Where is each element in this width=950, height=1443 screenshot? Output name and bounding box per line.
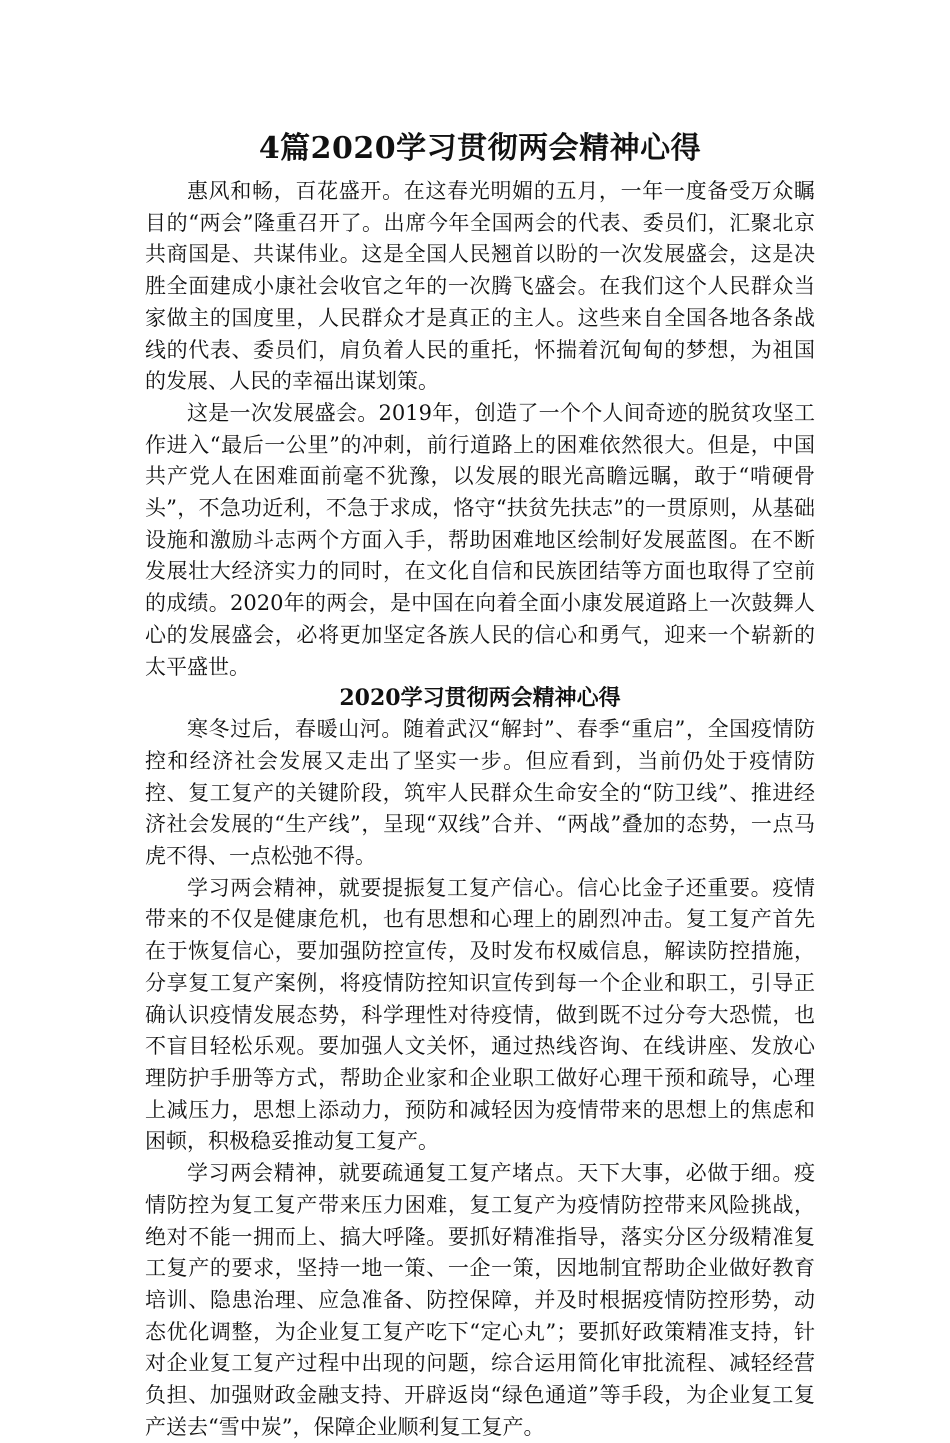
section-title: 2020学习贯彻两会精神心得 (339, 685, 621, 712)
document-page (145, 128, 815, 1443)
section-paragraph-1: 寒冬过后，春暖山河。随着武汉“解封”、春季“重启”，全国疫情防控和经济社会发展又走出了坚实一步。但应看到，当前仍处于疫情防控、复工复产的关键阶段，筑牢人民群众生命安全的“防卫线”、推进经济社会发展的“生产线”，呈现“双线”合并、“两战”叠加的态势，一点马虎不得、一点松弛不得。 (145, 717, 815, 869)
section-paragraph-2: 学习两会精神，就要提振复工复产信心。信心比金子还重要。疫情带来的不仅是健康危机，也有思想和心理上的剧烈冲击。复工复产首先在于恢复信心，要加强防控宣传，及时发布权威信息，解读防控措施，分享复工复产案例，将疫情防控知识宣传到每一个企业和职工，引导正确认识疫情发展态势，科学理性对待疫情，做到既不过分夸大恐慌，也不盲目轻松乐观。要加强人文关怀，通过热线咨询、在线讲座、发放心理防护手册等方式，帮助企业家和企业职工做好心理干预和疏导，心理上减压力，思想上添动力，预防和减轻因为疫情带来的思想上的焦虑和困顿，积极稳妥推动复工复产。 (145, 875, 815, 1154)
paragraph-1: 惠风和畅，百花盛开。在这春光明媚的五月，一年一度备受万众瞩目的“两会”隆重召开了。出席今年全国两会的代表、委员们，汇聚北京共商国是、共谋伟业。这是全国人民翘首以盼的一次发展盛会，这是决胜全面建成小康社会收官之年的一次腾飞盛会。在我们这个人民群众当家做主的国度里，人民群众才是真正的主人。这些来自全国各地各条战线的代表、委员们，肩负着人民的重托，怀揣着沉甸甸的梦想，为祖国的发展、人民的幸福出谋划策。 (145, 179, 815, 394)
paragraph-2: 这是一次发展盛会。2019年，创造了一个个人间奇迹的脱贫攻坚工作进入“最后一公里”的冲刺，前行道路上的困难依然很大。但是，中国共产党人在困难面前毫不犹豫，以发展的眼光高瞻远瞩，敢于“啃硬骨头”，不急功近利，不急于求成，恪守“扶贫先扶志”的一贯原则，从基础设施和激励斗志两个方面入手，帮助困难地区绘制好发展蓝图。在不断发展壮大经济实力的同时，在文化自信和民族团结等方面也取得了空前的成绩。2020年的两会，是中国在向着全面小康发展道路上一次鼓舞人心的发展盛会，必将更加坚定各族人民的信心和勇气，迎来一个崭新的太平盛世。 (145, 400, 815, 679)
document-title: 4篇2020学习贯彻两会精神心得 (258, 131, 702, 166)
section-paragraph-3: 学习两会精神，就要疏通复工复产堵点。天下大事，必做于细。疫情防控为复工复产带来压力困难，复工复产为疫情防控带来风险挑战，绝对不能一拥而上、搞大呼隆。要抓好精准指导，落实分区分级精准复工复产的要求，坚持一地一策、一企一策，因地制宜帮助企业做好教育培训、隐患治理、应急准备、防控保障，并及时根据疫情防控形势，动态优化调整，为企业复工复产吃下“定心丸”；要抓好政策精准支持，针对企业复工复产过程中出现的问题，综合运用简化审批流程、减轻经营负担、加强财政金融支持、开辟返岗“绿色通道”等手段，为企业复工复产送去“雪中炭”，保障企业顺利复工复产。 (145, 1161, 815, 1439)
